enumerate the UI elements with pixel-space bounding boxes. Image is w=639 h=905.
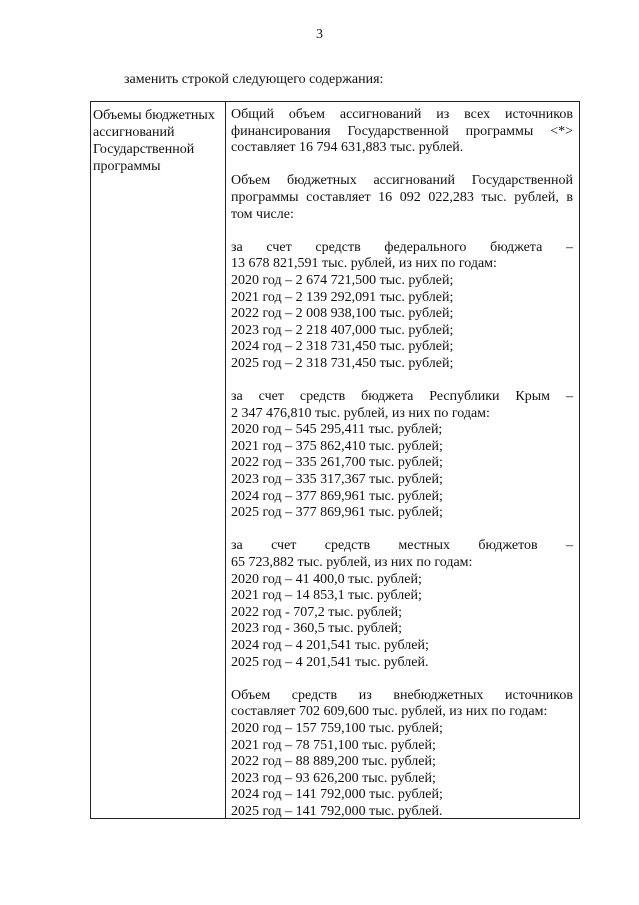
word: средств <box>324 538 371 554</box>
crimea-year: 2021 год – 375 862,410 тыс. рублей; <box>231 438 443 454</box>
total-line-3: составляет 16 794 631,883 тыс. рублей. <box>231 140 464 156</box>
crimea-year: 2025 год – 377 869,961 тыс. рублей; <box>231 505 443 521</box>
word: бюджета <box>490 239 543 255</box>
extra-year: 2021 год – 78 751,100 тыс. рублей; <box>231 737 436 753</box>
local-heading <box>231 538 573 555</box>
local-year: 2024 год – 4 201,541 тыс. рублей; <box>231 638 429 653</box>
extra-year: 2022 год – 88 889,200 тыс. рублей; <box>231 754 436 770</box>
federal-heading <box>231 240 573 257</box>
table-label-cell <box>93 107 223 175</box>
budget-line-2: программы составляет 16 092 022,283 тыс. рублей, в <box>231 189 573 205</box>
word: средств <box>315 239 361 255</box>
column-divider <box>225 102 226 818</box>
word: за <box>231 538 243 554</box>
label-line: Объемы бюджетных <box>93 108 215 123</box>
federal-year: 2024 год – 2 318 731,450 тыс. рублей; <box>231 339 454 355</box>
crimea-year: 2023 год – 335 317,367 тыс. рублей; <box>231 472 443 488</box>
extra-year: 2024 год – 141 792,000 тыс. рублей; <box>231 787 443 803</box>
federal-year: 2022 год – 2 008 938,100 тыс. рублей; <box>231 306 454 322</box>
label-line: ассигнований <box>93 125 175 140</box>
local-year: 2025 год – 4 201,541 тыс. рублей. <box>231 654 429 670</box>
crimea-heading <box>231 389 573 406</box>
local-year: 2021 год – 14 853,1 тыс. рублей; <box>231 588 422 604</box>
word: Крым <box>515 389 551 405</box>
word: счет <box>266 239 292 255</box>
word: счет <box>271 538 297 554</box>
word: бюджета <box>361 389 414 405</box>
crimea-year: 2024 год – 377 869,961 тыс. рублей; <box>231 488 443 504</box>
local-year: 2020 год – 41 400,0 тыс. рублей; <box>231 571 422 587</box>
label-line: Государственной <box>93 142 195 157</box>
word: местных <box>398 538 451 554</box>
word: Республики <box>429 389 500 405</box>
federal-year: 2025 год – 2 318 731,450 тыс. рублей; <box>231 355 454 371</box>
extra-year: 2020 год – 157 759,100 тыс. рублей; <box>231 720 443 736</box>
word: счет <box>258 389 284 405</box>
table-content-cell <box>231 107 573 821</box>
total-line-1: Общий объем ассигнований из всех источников <box>231 107 573 122</box>
word: за <box>231 239 243 255</box>
local-year: 2022 год - 707,2 тыс. рублей; <box>231 604 403 620</box>
word: – <box>566 538 573 554</box>
word: федерального <box>384 239 467 255</box>
page-number: 3 <box>316 27 323 42</box>
intro-text: заменить строкой следующего содержания: <box>124 72 384 87</box>
label-line: программы <box>93 159 161 174</box>
word: – <box>565 239 573 255</box>
extra-year: 2023 год – 93 626,200 тыс. рублей; <box>231 770 436 786</box>
federal-sum: 13 678 821,591 тыс. рублей, из них по годам: <box>231 256 497 272</box>
word: за <box>231 389 243 405</box>
budget-line-1: Объем бюджетных ассигнований Государственной <box>231 173 573 189</box>
local-sum: 65 723,882 тыс. рублей, из них по годам: <box>231 555 473 571</box>
budget-line-3: том числе: <box>231 206 294 222</box>
program-table <box>90 101 580 819</box>
extra-year: 2025 год – 141 792,000 тыс. рублей. <box>231 803 443 819</box>
word: бюджетов <box>478 538 538 554</box>
word: средств <box>299 389 346 405</box>
word: – <box>565 389 573 405</box>
crimea-year: 2022 год – 335 261,700 тыс. рублей; <box>231 455 443 471</box>
total-line-2: финансирования Государственной программы <*> <box>231 123 573 139</box>
crimea-sum: 2 347 476,810 тыс. рублей, из них по годам: <box>231 405 490 421</box>
local-year: 2023 год - 360,5 тыс. рублей; <box>231 621 403 637</box>
extra-line-2: составляет 702 609,600 тыс. рублей, из них по годам: <box>231 704 548 720</box>
federal-year: 2020 год – 2 674 721,500 тыс. рублей; <box>231 272 454 288</box>
extra-line-1: Объем средств из внебюджетных источников <box>231 687 573 703</box>
crimea-year: 2020 год – 545 295,411 тыс. рублей; <box>231 422 443 438</box>
federal-year: 2023 год – 2 218 407,000 тыс. рублей; <box>231 322 454 338</box>
federal-year: 2021 год – 2 139 292,091 тыс. рублей; <box>231 289 454 305</box>
